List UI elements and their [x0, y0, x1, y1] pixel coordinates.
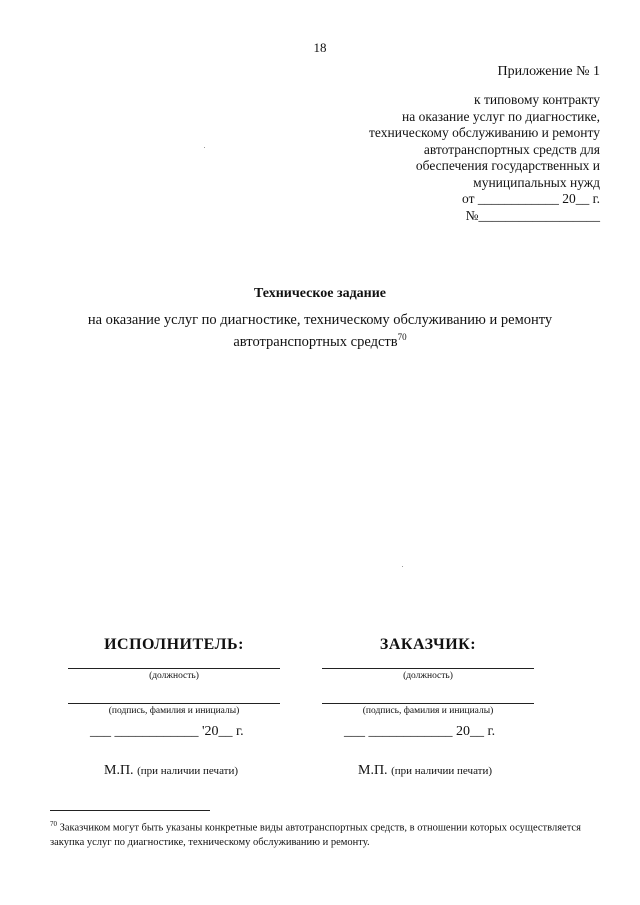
footnote-text: Заказчиком могут быть указаны конкретные виды автотранспортных средств, в отношении которых осуществляется закупка услуг по диагностике, техническому обслуживанию и ремонту.: [50, 822, 581, 848]
page-number: 18: [313, 40, 327, 55]
document-subtitle: [0, 312, 640, 351]
customer-signature-label: (подпись, фамилия и инициалы): [362, 706, 494, 716]
scan-speck: [402, 566, 403, 567]
footnote: [50, 817, 602, 850]
stamp-label: М.П.: [104, 763, 134, 778]
appendix-reference: [369, 92, 600, 224]
contract-date-line: от ____________ 20__ г.: [462, 191, 600, 206]
stamp-label: М.П.: [358, 763, 388, 778]
stamp-note: (при наличии печати): [391, 765, 493, 777]
executor-signature-line: [68, 703, 280, 704]
subtitle-line: [0, 329, 640, 351]
appendix-title: Приложение № 1: [497, 64, 600, 79]
executor-stamp: [104, 763, 238, 779]
executor-position-label: (должность): [149, 671, 199, 681]
executor-date-line: ___ ____________ '20__ г.: [90, 724, 244, 739]
customer-signature-line: [322, 703, 534, 704]
customer-position-line: [322, 668, 534, 669]
stamp-note: (при наличии печати): [137, 765, 239, 777]
document-title: Техническое задание: [253, 286, 386, 301]
scan-speck: [204, 147, 205, 148]
appendix-line: обеспечения государственных и: [415, 158, 600, 173]
subtitle-line: на оказание услуг по диагностике, техническому обслуживанию и ремонту: [87, 312, 553, 328]
customer-date-line: ___ ____________ 20__ г.: [344, 724, 496, 739]
footnote-separator: [50, 810, 210, 811]
subtitle-text: автотранспортных средств: [233, 333, 398, 350]
customer-position-label: (должность): [403, 671, 453, 681]
customer-heading: ЗАКАЗЧИК:: [379, 636, 477, 653]
appendix-line: автотранспортных средств для: [423, 141, 600, 157]
executor-heading: ИСПОЛНИТЕЛЬ:: [104, 636, 244, 653]
appendix-line: на оказание услуг по диагностике,: [402, 108, 600, 124]
footnote-number: 70: [50, 820, 57, 828]
appendix-line: к типовому контракту: [474, 92, 600, 107]
contract-number-line: №__________________: [465, 207, 600, 223]
appendix-line: техническому обслуживанию и ремонту: [369, 125, 600, 140]
executor-position-line: [68, 668, 280, 669]
customer-stamp: [358, 763, 492, 779]
executor-signature-label: (подпись, фамилия и инициалы): [108, 706, 240, 716]
appendix-line: муниципальных нужд: [473, 174, 600, 190]
footnote-ref: 70: [397, 332, 407, 342]
